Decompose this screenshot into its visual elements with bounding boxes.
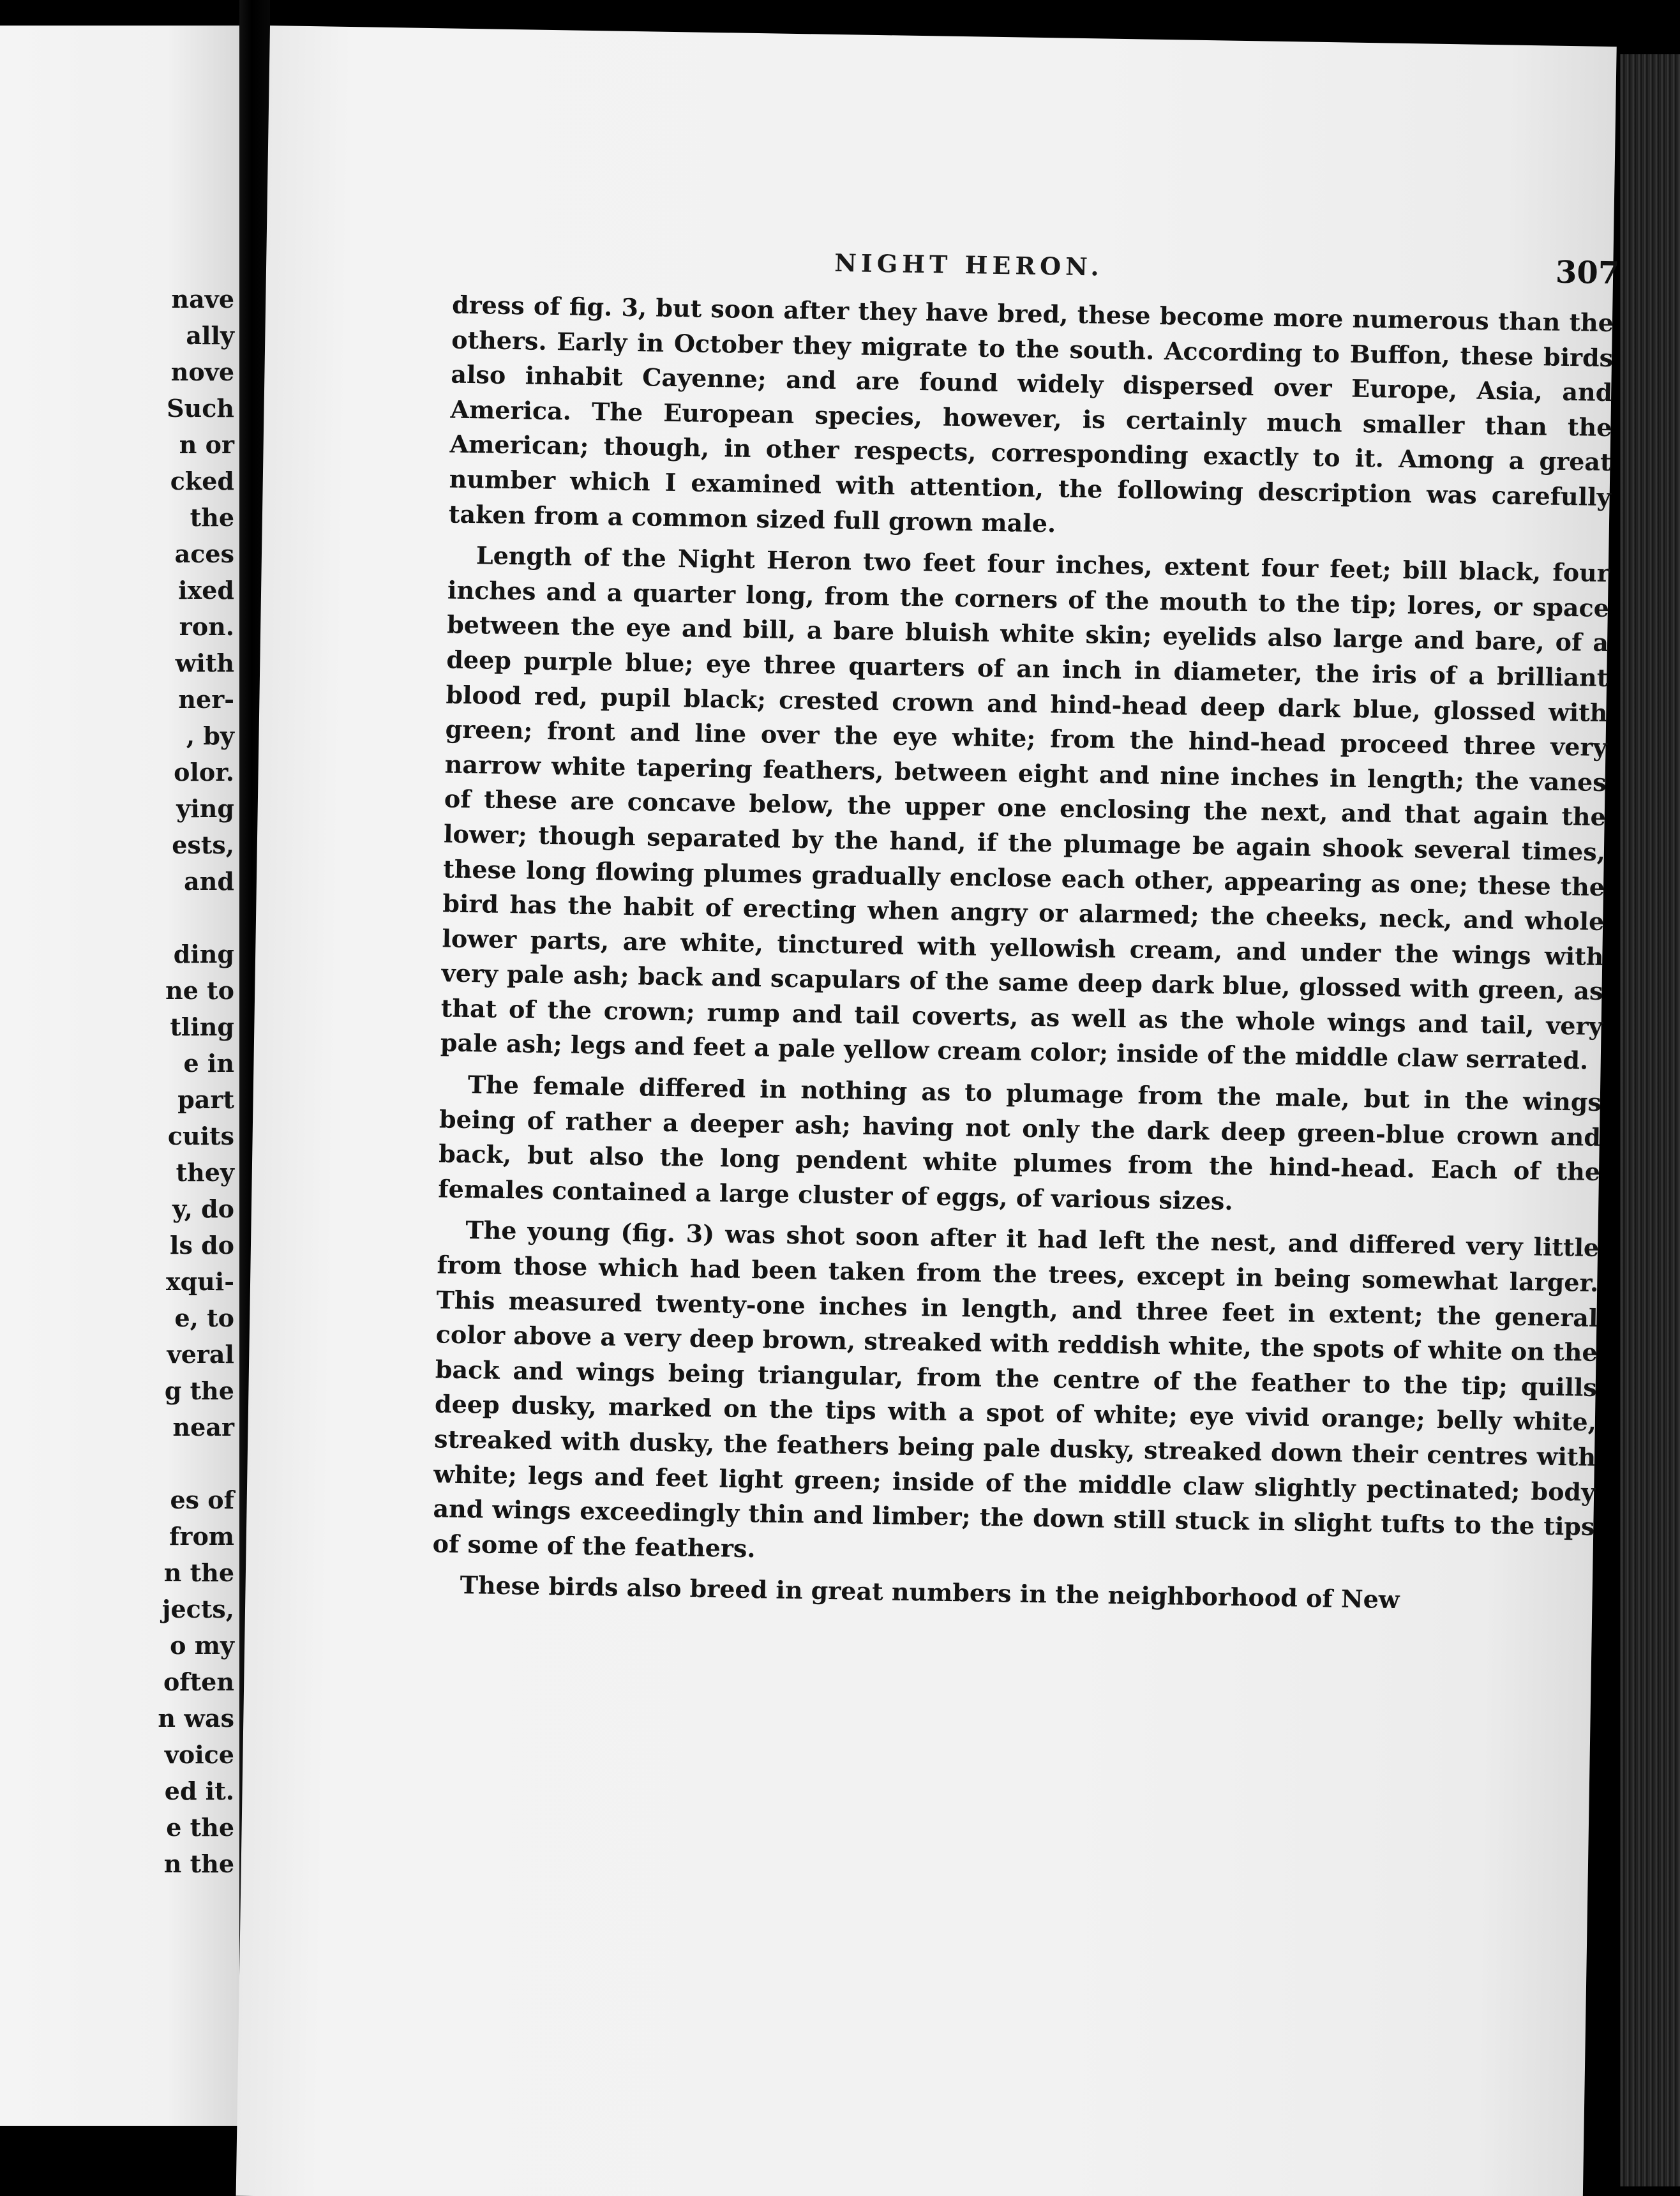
running-title: NIGHT HERON.	[834, 248, 1104, 282]
left-page-line-fragment	[158, 1445, 234, 1482]
left-page-line-fragment: es of	[170, 1485, 234, 1514]
left-page-line-fragment: nave	[171, 285, 234, 313]
left-page-line-fragment: from	[169, 1522, 234, 1551]
left-page-line-fragment: tling	[170, 1012, 234, 1041]
left-page-line-fragment: cked	[170, 467, 234, 495]
left-page-line-fragment: ying	[176, 794, 234, 823]
left-page-line-fragment: voice	[164, 1740, 234, 1769]
body-text	[431, 288, 1614, 1621]
left-page-line-fragment: often	[163, 1667, 234, 1696]
left-page-line-fragment: y, do	[172, 1194, 234, 1223]
left-page-line-fragment: ls do	[170, 1231, 234, 1260]
page-edges	[1620, 54, 1680, 2186]
left-page-line-fragment: ding	[173, 940, 234, 968]
left-page-line-fragment: and	[184, 867, 234, 896]
left-page-text-fragments	[158, 281, 234, 1882]
left-page-line-fragment: ixed	[178, 576, 234, 605]
left-page-line-fragment: e, to	[174, 1304, 234, 1332]
paragraph-description: Length of the Night Heron two feet four inches, extent four feet; bill black, four inches and a quarter long, from the corners of the mouth to the tip; lores, or space between the eye and bill, a bare bluish white skin; eyelids also large and bare, of a deep purple blue; eye three quarters of an inch in diameter, the iris of a brilliant blood red, pupil black; crested crown and hind-head deep dark blue, glossed with green; front and line over the eye white; from the hind-head proceed three very narrow white tapering feathers, between eight and nine inches in length; the vanes of these are concave below, the upper one enclosing the next, and that again the lower; though separated by the hand, if the plumage be again shook several times, these long flowing plumes gradually enclose each other, appearing as one; these the bird has the habit of erecting when angry or alarmed; the cheeks, neck, and whole lower parts, are white, tinctured with yellowish cream, and under the wings with very pale ash; back and scapulars of the same deep dark blue, glossed with green, as that of the crown; rump and tail coverts, as well as the whole wings and tail, very pale ash; legs and feet a pale yellow cream color; inside of the middle claw serrated.	[440, 541, 1610, 1076]
paragraph-breeding: These birds also breed in great numbers in the neighborhood of New	[460, 1570, 1400, 1614]
left-page-line-fragment: part	[177, 1085, 234, 1114]
left-page-line-fragment: veral	[167, 1340, 234, 1369]
left-page-line-fragment: , by	[186, 721, 234, 750]
page-number: 307	[1555, 254, 1620, 292]
paragraph-young: The young (fig. 3) was shot soon after it had left the nest, and differed very little from those which had been taken from the trees, except in being somewhat larger. This measured twenty-one inches in length, and three feet in extent; the general color above a very deep brown, streaked with reddish white, the spots of white on the back and wings being triangular, from the centre of the feather to the tip; quills deep dusky, marked on the tips with a spot of white; eye vivid orange; belly white, streaked with dusky, the feathers being pale dusky, streaked down their centres with white; legs and feet light green; inside of the middle claw slightly pectinated; body and wings exceedingly thin and limber; the down still stuck in slight tufts to the tips of some of the feathers.	[432, 1215, 1600, 1563]
paragraph-female: The female differed in nothing as to plumage from the male, but in the wings being of rather a deeper ash; having not only the dark deep green-blue crown and back, but also the long pendent white plumes from the hind-head. Each of the females contained a large cluster of eggs, of various sizes.	[438, 1070, 1602, 1215]
left-page-line-fragment: ner-	[178, 685, 234, 714]
left-page-line-fragment: e in	[183, 1049, 234, 1078]
left-page-line-fragment: g the	[164, 1376, 234, 1405]
left-page-line-fragment: ne to	[165, 976, 234, 1005]
left-page-line-fragment: n or	[179, 430, 234, 459]
left-page-line-fragment: jects,	[161, 1595, 234, 1623]
left-page-line-fragment: ests,	[172, 831, 234, 859]
left-page-line-fragment: they	[176, 1158, 234, 1187]
left-page-line-fragment: aces	[174, 539, 234, 568]
left-page-line-fragment: with	[175, 649, 234, 677]
left-page-line-fragment: ron.	[179, 612, 234, 641]
left-page-line-fragment: Such	[167, 394, 234, 423]
left-page-line-fragment: e the	[166, 1813, 234, 1842]
left-page-line-fragment: nove	[170, 357, 234, 386]
left-page-line-fragment: n the	[163, 1849, 234, 1878]
left-page-line-fragment: ed it.	[164, 1777, 234, 1805]
left-page-line-fragment: xqui-	[165, 1267, 234, 1296]
left-page-line-fragment: o my	[170, 1631, 234, 1660]
left-page-line-fragment: olor.	[174, 758, 234, 786]
left-page-line-fragment	[158, 899, 234, 936]
main-page	[236, 26, 1620, 2196]
left-page-line-fragment: n was	[158, 1704, 234, 1733]
left-page-line-fragment: the	[190, 503, 234, 532]
left-facing-page	[0, 26, 239, 2126]
left-page-line-fragment: near	[172, 1413, 234, 1441]
paragraph-continued: dress of fig. 3, but soon after they have bred, these become more numerous than the others. Early in October they migrate to the south. According to Buffon, these birds also inhabit Cayenne; and are found widely dispersed over Europe, Asia, and America. The European species, however, is certainly much smaller than the American; though, in other respects, corresponding exactly to it. Among a great number which I examined with attention, the following description was carefully taken from a common sized full grown male.	[448, 290, 1614, 538]
left-page-line-fragment: cuits	[167, 1122, 234, 1150]
left-page-line-fragment: ally	[186, 321, 234, 350]
left-page-line-fragment: n the	[163, 1558, 234, 1587]
